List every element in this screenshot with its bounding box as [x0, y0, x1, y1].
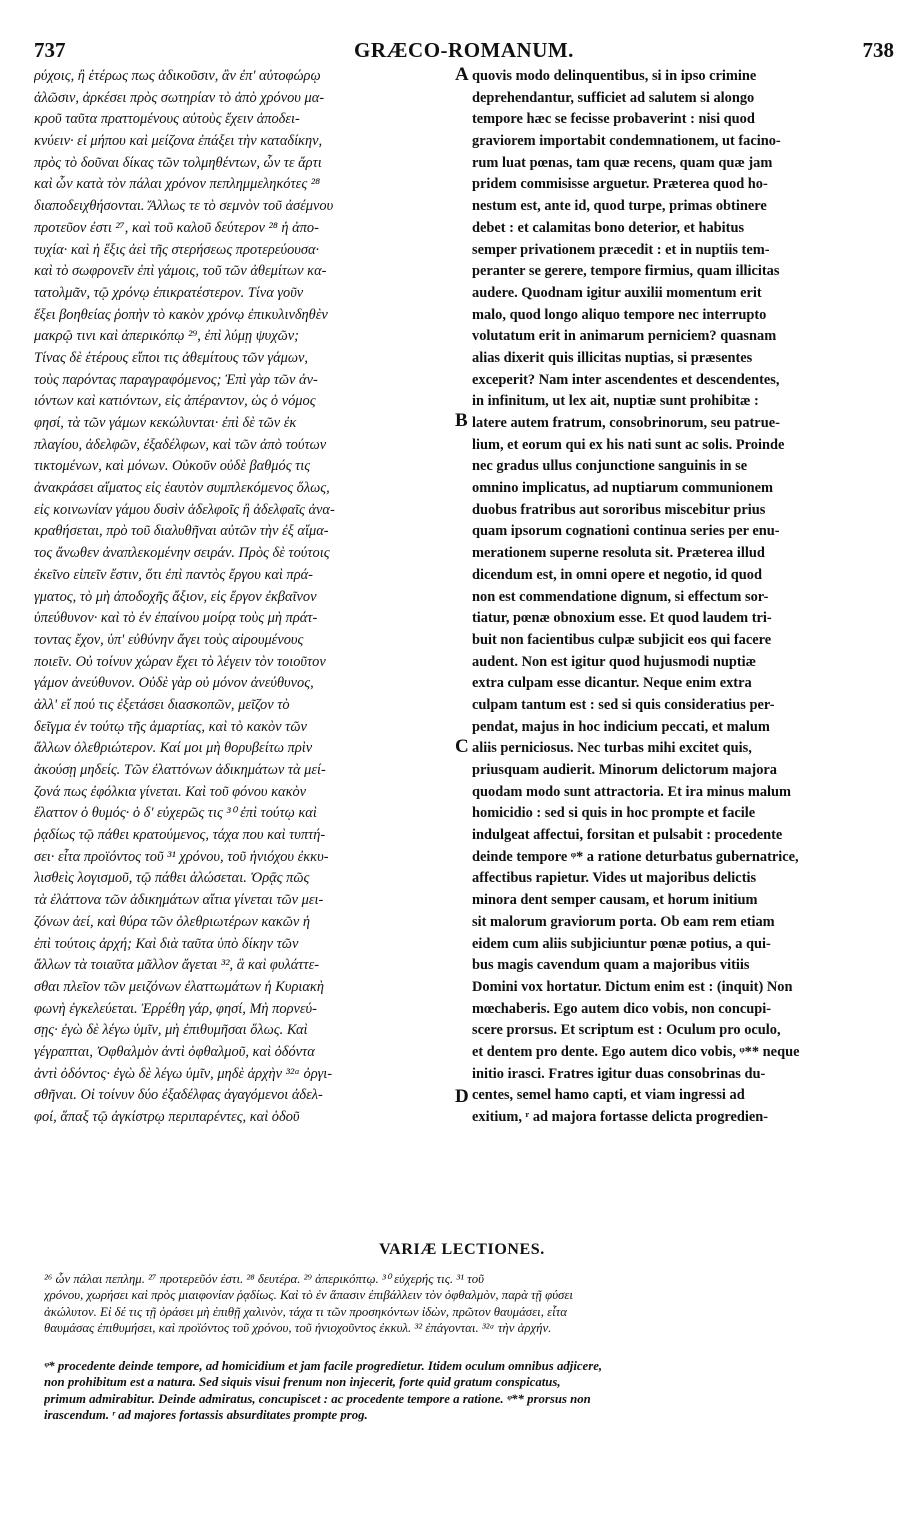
greek-text-line: γματος, τὸ μὴ ἀποδοχῆς ἄξιον, εἰς ἔργον ἐκβαῖνον — [34, 588, 317, 605]
latin-text-line: bus magis cavendum quam a majoribus vitiis — [472, 957, 750, 974]
latin-text-line: priusquam audierit. Minorum delictorum majora — [472, 762, 777, 778]
greek-text-line: ἄλλων τὰ τοιαῦτα μᾶλλον ἄγεται ³², ἃ καὶ φυλάττε- — [34, 957, 320, 974]
latin-text-line: et dentem pro dente. Ego autem dico vobis, ᵠ** neque — [472, 1043, 800, 1060]
greek-text-line: καὶ ὧν κατὰ τὸν πάλαι χρόνον πεπλημμεληκότες ²⁸ — [34, 176, 321, 193]
greek-text-line: δεῖγμα ἐν τούτῳ τῆς ἁμαρτίας, καὶ τὸ κακὸν τῶν — [34, 718, 307, 735]
greek-text-line: ἀντὶ ὀδόντος· ἐγὼ δὲ λέγω ὑμῖν, μηδὲ ἀρχὴν ³²ᵃ ὀργι- — [34, 1065, 333, 1082]
greek-text-line: ἕξει βοηθείας ῥοπὴν τὸ κακὸν χρόνῳ ἐπικυλινδηθὲν — [34, 306, 328, 323]
latin-text-line: peranter se gerere, tempore firmius, quam illicitas — [472, 263, 780, 280]
greek-text-line: τυχία· καὶ ἡ ἕξις ἀεὶ τῆς στερήσεως προτερεύουσα· — [34, 241, 320, 258]
latin-text-line: exceperit? Nam inter ascendentes et descendentes, — [472, 371, 780, 388]
footnote-line: irascendum. ʳ ad majores fortassis absurditates prompte prog. — [44, 1408, 368, 1423]
variae-line: χρόνου, χωρήσει καὶ πρὸς μιαιφονίαν ῥᾳδίως. Καὶ τὸ ἐν ἅπασιν ἐπιβάλλειν τὸν ὀφθαλμὸν, παρὰ τῇ φύσει — [44, 1288, 573, 1303]
latin-text-line: merationem superne resoluta sit. Præterea illud — [472, 545, 765, 562]
greek-text-line: ἔλαττον ὁ θυμός· ὁ δ' εὐχερῶς τις ³⁰ ἐπὶ τούτῳ καὶ — [34, 805, 317, 822]
greek-text-line: ῥᾳδίως τῷ πάθει κρατούμενος, τάχα που καὶ τυπτή- — [34, 827, 326, 844]
greek-text-line: ἀκούσῃ μηδείς. Τῶν ἐλαττόνων ἀδικημάτων τὰ μεί- — [34, 762, 326, 778]
latin-text-line: culpam tantum est : sed si quis consideratius per- — [472, 696, 775, 713]
latin-text-line: latere autem fratrum, consobrinorum, seu patrue- — [472, 415, 780, 431]
greek-text-line: καὶ τὸ σωφρονεῖν ἐπὶ γάμοις, τοῦ τῶν ἀθεμίτων κα- — [34, 263, 327, 280]
latin-text-line: rum luat pœnas, tam quæ recens, quam quæ jam — [472, 154, 773, 171]
greek-text-line: Τίνας δὲ ἑτέρους εἴποι τις ἀθεμίτους τῶν γάμων, — [34, 349, 309, 366]
greek-text-line: μακρῷ τινι καὶ ἀπερικόπῳ ²⁹, ἐπὶ λύμῃ ψυχῶν; — [34, 328, 299, 345]
greek-text-line: διαποδειχθήσονται. Ἄλλως τε τὸ σεμνὸν τοῦ ἀσέμνου — [34, 198, 334, 215]
greek-text-column — [34, 66, 456, 1129]
greek-text-line: τος ἄνωθεν ἀναπλεκομένην σειράν. Πρὸς δὲ τούτοις — [34, 545, 330, 562]
greek-text-line: γέγραπται, Ὀφθαλμὸν ἀντὶ ὀφθαλμοῦ, καὶ ὀδόντα — [34, 1043, 315, 1060]
greek-text-line: ρύχοις, ἢ ἑτέρως πως ἀδικοῦσιν, ἂν ἐπ' αὐτοφώρῳ — [34, 68, 321, 84]
greek-text-line: τικτομένων, καὶ μόνων. Οὐκοῦν οὐδὲ βαθμός τις — [34, 458, 311, 475]
latin-text-line: centes, semel hamo capti, et viam ingressi ad — [472, 1087, 745, 1104]
greek-text-line: ιόντων καὶ κατιόντων, εἰς ἀπέραντον, ὡς ὁ νόμος — [34, 393, 316, 410]
latin-text-line: pendat, majus in hoc indicium peccati, et malum — [472, 718, 770, 735]
running-head — [34, 38, 894, 62]
latin-text-line: debet : et calamitas bono deterior, et habitus — [472, 219, 745, 236]
latin-text-line: nec gradus ullus conjunctione sanguinis in se — [472, 458, 748, 475]
greek-text-line: ἀνακράσει αἵματος εἰς ἑαυτὸν συμπλεκόμενος ὅλως, — [34, 480, 330, 497]
latin-text-line: malo, quod longo aliquo tempore nec interrupto — [472, 306, 767, 323]
latin-text-line: tempore hæc se fecisse probaverint : nisi quod — [472, 111, 755, 128]
greek-text-line: τὰ ἐλάττονα τῶν ἀδικημάτων αἴτια γίνεται τῶν μει- — [34, 892, 324, 909]
greek-text-line: πλαγίου, ἀδελφῶν, ἐξαδέλφων, καὶ τῶν ἀπὸ τούτων — [34, 436, 327, 453]
variae-lectiones-text — [44, 1271, 894, 1337]
greek-text-line: κραθήσεται, πρὸ τοῦ διαλυθῆναι αὐτῶν τὴν ἐξ αἵμα- — [34, 523, 329, 540]
latin-text-line: sit malorum graviorum porta. Ob eam rem etiam — [472, 913, 775, 930]
latin-text-line: in infinitum, ut lex ait, nuptiæ sunt prohibitæ : — [472, 393, 759, 410]
latin-text-line: non est commendatione dignum, si effectum sor- — [472, 588, 769, 605]
greek-text-line: κνύειν· εἰ μήπου καὶ μείζονα ἐπάξει τὴν καταδίκην, — [34, 133, 323, 150]
latin-text-line: lium, et eorum qui ex his nati sunt ac solis. Proinde — [472, 436, 785, 453]
latin-text-line: deprehendantur, sufficiet ad salutem si alongo — [472, 89, 755, 106]
greek-text-line: εἰς κοινωνίαν γάμου δυσὶν ἀδελφοῖς ἢ ἀδελφαῖς ἀνα- — [34, 501, 335, 518]
latin-text-line: buit non facientibus culpæ subjicit eos qui facere — [472, 631, 772, 648]
latin-text-line: graviorem importabit condemnationem, ut facino- — [472, 133, 781, 150]
greek-text-line: ἁλῶσιν, ἀρκέσει πρὸς σωτηρίαν τὸ ἀπὸ χρόνου μα- — [34, 89, 325, 106]
latin-text-line: aliis perniciosus. Nec turbas mihi excitet quis, — [472, 740, 752, 757]
latin-text-line: omnino implicatus, ad nuptiarum communionem — [472, 480, 774, 497]
latin-text-line: alias dixerit quis illicitas nuptias, si præsentes — [472, 349, 753, 366]
greek-text-line: τοὺς παρόντας παραγραφόμενος; Ἐπὶ γὰρ τῶν ἀν- — [34, 371, 318, 388]
greek-text-line: σει· εἶτα προϊόντος τοῦ ³¹ χρόνου, τοῦ ἡνιόχου ἐκκυ- — [34, 848, 329, 865]
greek-text-line: ἀλλ' εἴ πού τις ἐξετάσει διασκοπῶν, μεῖζον τὸ — [34, 696, 290, 713]
page-number-left: 737 — [34, 38, 66, 62]
greek-text-line: ἐκεῖνο εἰπεῖν ἔστιν, ὅτι ἐπὶ παντὸς ἔργου καὶ πρά- — [34, 566, 313, 583]
variae-line: θαυμάσας ἐπιθυμήσει, καὶ προϊόντος τοῦ χρόνου, τοῦ ἡνιοχοῦντος ἐκκυλ. ³² ἐπάγονται. ³²ᵃ τὴν ἀρχήν. — [44, 1321, 552, 1336]
latin-text-line: exitium, ʳ ad majora fortasse delicta progredien- — [472, 1109, 769, 1125]
latin-text-line: affectibus rapietur. Vides ut majoribus delictis — [472, 870, 757, 887]
footnote-line: ᵠ* procedente deinde tempore, ad homicidium et jam facile progredietur. Itidem oculum omnibus adjicere, — [44, 1359, 603, 1373]
greek-text-line: σῃς· ἐγὼ δὲ λέγω ὑμῖν, μὴ ἐπιθυμῆσαι ὅλως. Καὶ — [34, 1022, 308, 1039]
greek-text-line: ζόνων ἀεί, καὶ θύρα τῶν ὀλεθριωτέρων κακῶν ἡ — [34, 913, 310, 930]
greek-text-line: ζονά πως ἐφόλκια γίνεται. Καὶ τοῦ φόνου κακὸν — [34, 783, 307, 800]
greek-text-line: ὑπεύθυνον· καὶ τὸ ἐν ἐπαίνου μοίρᾳ τοὺς μὴ πράτ- — [34, 610, 318, 627]
greek-text-line: πρὸς τὸ δοῦναι δίκας τῶν τολμηθέντων, ὧν τε ἄρτι — [34, 154, 322, 171]
latin-text-line: mœchaberis. Ego autem dico vobis, non concupi- — [472, 1000, 772, 1017]
latin-text-line: indulgeat affectui, forsitan et pulsabit : procedente — [472, 827, 783, 844]
footnote-line: non prohibitum est a natura. Sed siquis visui frenum non injecerit, forte quid gratum conspicatus, — [44, 1375, 561, 1390]
margin-marker-a: A — [455, 64, 469, 85]
latin-text-line: minora dent semper causam, et horum initium — [472, 892, 758, 909]
latin-text-line: eidem cum aliis subjiciuntur pœnæ potius, a qui- — [472, 935, 771, 952]
latin-text-line: homicidio : sed si quis in hoc prompte et facile — [472, 805, 756, 822]
page-number-right: 738 — [862, 38, 894, 62]
variae-line: ²⁶ ὧν πάλαι πεπλημ. ²⁷ προτερεῦόν ἐστι. ²⁸ δευτέρα. ²⁹ ἀπερικόπτῳ. ³⁰ εὐχερής τις. ³¹ τοῦ — [44, 1272, 485, 1286]
footnote-line: primum admirabitur. Deinde admiratus, concupiscet : ac procedente tempore a ratione. ᵠ** prorsus non — [44, 1391, 591, 1406]
latin-text-line: quodam modo sunt attractoria. Et ira minus malum — [472, 783, 792, 800]
latin-text-line: semper privationem præcedit : et in nuptiis tem- — [472, 241, 770, 258]
latin-text-line: nestum est, ante id, quod turpe, primas obtinere — [472, 198, 767, 215]
greek-text-line: σθῆναι. Οἱ τοίνυν δύο ἐξαδέλφας ἀγαγόμενοι ἀδελ- — [34, 1087, 323, 1104]
variae-line: ἀκώλυτον. Εἰ δέ τις τῇ ὁράσει μὴ ἐπιθῇ χαλινὸν, τάχα τι τῶν προσηκόντων ἰδὼν, πρῶτον θαυμάσει, εἶτα — [44, 1304, 567, 1319]
latin-text-line: duobus fratribus aut sororibus miscebitur prius — [472, 501, 766, 518]
latin-text-line: quovis modo delinquentibus, si in ipso crimine — [472, 68, 757, 84]
greek-text-line: ποιεῖν. Οὐ τοίνυν χώραν ἔχει τὸ λέγειν τὸν τοιοῦτον — [34, 653, 326, 670]
greek-text-line: σθαι πλεῖον τῶν μειζόνων ἐλαττωμάτων ἡ Κυριακὴ — [34, 978, 324, 995]
latin-text-line: pridem commisisse arguetur. Præterea quod ho- — [472, 176, 768, 193]
latin-footnotes — [44, 1358, 894, 1424]
latin-text-column — [472, 66, 896, 1129]
greek-text-line: γάμον ἀνεύθυνον. Οὐδὲ γὰρ οὐ μόνον ἀνεύθυνος, — [34, 675, 314, 692]
greek-text-line: φωνὴ ἐγκελεύεται. Ἐρρέθη γάρ, φησί, Μὴ πορνεύ- — [34, 1000, 317, 1017]
greek-text-line: τοντας ἔχον, ὑπ' εὐθύνην ἄγει τοὺς αἱρουμένους — [34, 631, 304, 648]
latin-text-line: deinde tempore ᵠ* a ratione deturbatus gubernatrice, — [472, 848, 799, 865]
latin-text-line: scere prorsus. Et scriptum est : Oculum pro oculo, — [472, 1022, 781, 1039]
running-title: GRÆCO-ROMANUM. — [354, 38, 574, 62]
greek-text-line: προτεῦον ἐστι ²⁷, καὶ τοῦ καλοῦ δεύτερον ²⁸ ἡ ἀπο- — [34, 219, 319, 236]
latin-text-line: audent. Non est igitur quod hujusmodi nuptiæ — [472, 653, 757, 670]
greek-text-line: τατολμᾶν, τῷ χρόνῳ ἐπικρατέστερον. Τίνα γοῦν — [34, 284, 304, 301]
latin-text-line: dicendum est, in omni opere et negotio, id quod — [472, 566, 762, 583]
latin-text-line: tiatur, pœnæ obnoxium esse. Et quod laudem tri- — [472, 610, 772, 627]
greek-text-line: ἄλλων ὀλεθριώτερον. Καί μοι μὴ θορυβείτω πρὶν — [34, 740, 313, 757]
greek-text-line: ἐπὶ τούτοις ἀρχή; Καὶ διὰ ταῦτα ὑπὸ δίκην τῶν — [34, 935, 299, 952]
margin-marker-b: B — [455, 410, 468, 431]
latin-text-line: audere. Quodnam igitur auxilii momentum erit — [472, 284, 762, 301]
margin-marker-d: D — [455, 1086, 469, 1107]
variae-lectiones-heading: VARIÆ LECTIONES. — [379, 1241, 545, 1258]
margin-marker-c: C — [455, 736, 469, 757]
latin-text-line: quam ipsorum cognationi continua series per enu- — [472, 523, 780, 540]
latin-text-line: Domini vox hortatur. Dictum enim est : (inquit) Non — [472, 978, 793, 995]
greek-text-line: φησί, τὰ τῶν γάμων κεκώλυνται· ἐπὶ δὲ τῶν ἐκ — [34, 415, 297, 431]
greek-text-line: κροῦ ταῦτα πραττομένους αὐτοὺς ἔχειν ἀποδει- — [34, 111, 300, 128]
latin-text-line: initio irasci. Fratres igitur duas consobrinas du- — [472, 1065, 766, 1082]
greek-text-line: λισθεὶς λογισμοῦ, τῷ πάθει ἁλώσεται. Ὁρᾷς πῶς — [34, 870, 310, 887]
latin-text-line: extra culpam esse dicantur. Neque enim extra — [472, 675, 752, 692]
latin-text-line: volutatum erit in animarum perniciem? quasnam — [472, 328, 777, 345]
greek-text-line: φοί, ἅπαξ τῷ ἀγκίστρῳ περιπαρέντες, καὶ ὁδοῦ — [34, 1109, 300, 1125]
